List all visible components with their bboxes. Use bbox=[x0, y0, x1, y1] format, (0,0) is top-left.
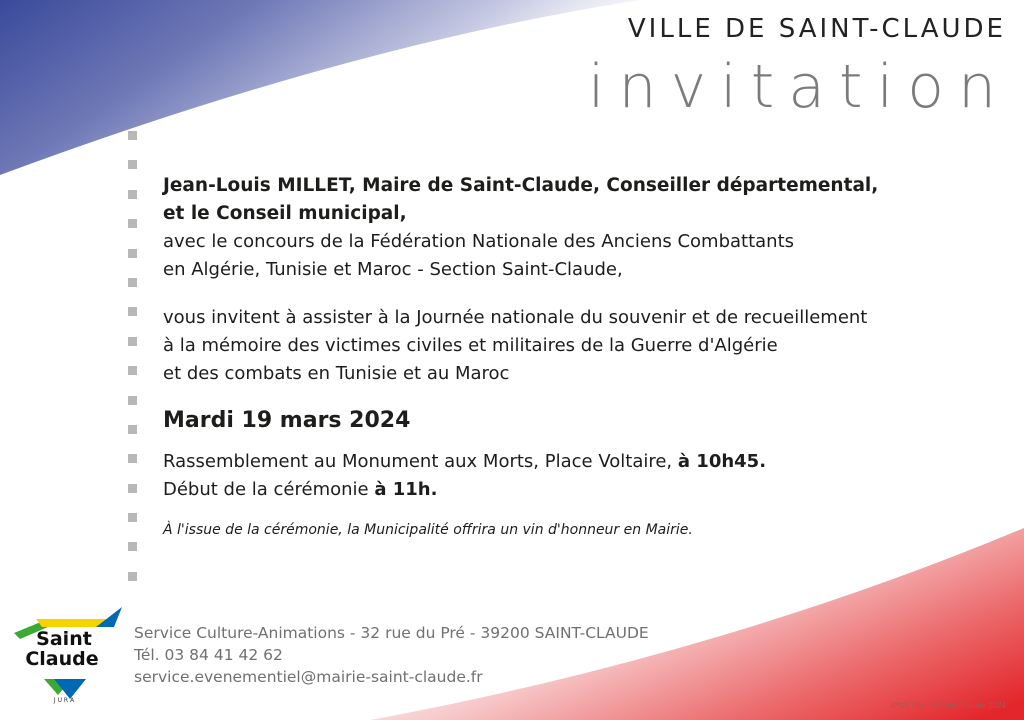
rassemblement-time: à 10h45. bbox=[677, 451, 767, 472]
invite-line-3: et des combats en Tunisie et au Maroc bbox=[163, 363, 510, 384]
bullet-square bbox=[128, 454, 137, 463]
invitation-title: invitation bbox=[587, 52, 1010, 122]
bullet-square bbox=[128, 513, 137, 522]
logo-text-claude: Claude bbox=[25, 648, 99, 670]
event-date: Mardi 19 mars 2024 bbox=[163, 408, 411, 433]
rassemblement-text: Rassemblement au Monument aux Morts, Place Voltaire, bbox=[163, 451, 678, 472]
rassemblement-line bbox=[163, 448, 1013, 476]
saint-claude-logo bbox=[14, 605, 126, 705]
debut-line bbox=[163, 476, 1013, 504]
bullet-square bbox=[128, 219, 137, 228]
bullet-square bbox=[128, 249, 137, 258]
bullet-square bbox=[128, 572, 137, 581]
bullet-square bbox=[128, 160, 137, 169]
bullet-square bbox=[128, 190, 137, 199]
bullet-square bbox=[128, 131, 137, 140]
concours-line-1: avec le concours de la Fédération Nationale des Anciens Combattants bbox=[163, 231, 795, 252]
invite-line-1: vous invitent à assister à la Journée nationale du souvenir et de recueillement bbox=[163, 307, 868, 328]
bullet-column bbox=[128, 131, 138, 601]
debut-time: à 11h. bbox=[374, 479, 438, 500]
bullet-square bbox=[128, 278, 137, 287]
bullet-square bbox=[128, 337, 137, 346]
bullet-square bbox=[128, 307, 137, 316]
debut-text: Début de la cérémonie bbox=[163, 479, 375, 500]
footer-email: service.evenementiel@mairie-saint-claude.fr bbox=[134, 668, 483, 686]
bullet-square bbox=[128, 484, 137, 493]
logo-text-saint: Saint bbox=[36, 628, 92, 650]
concours-line-2: en Algérie, Tunisie et Maroc - Section Saint-Claude, bbox=[163, 259, 623, 280]
bullet-square bbox=[128, 366, 137, 375]
city-name: VILLE DE SAINT-CLAUDE bbox=[627, 14, 1006, 44]
vin-honneur-note: À l'issue de la cérémonie, la Municipalité offrira un vin d'honneur en Mairie. bbox=[163, 522, 693, 538]
invitation-body bbox=[163, 172, 1013, 538]
bullet-square bbox=[128, 425, 137, 434]
invite-line-2: à la mémoire des victimes civiles et militaires de la Guerre d'Algérie bbox=[163, 335, 778, 356]
footer-address: Service Culture-Animations - 32 rue du Pré - 39200 SAINT-CLAUDE bbox=[134, 624, 649, 642]
host-line-2: et le Conseil municipal, bbox=[163, 203, 407, 224]
host-line-1: Jean-Louis MILLET, Maire de Saint-Claude, Conseiller départemental, bbox=[163, 175, 879, 196]
bullet-square bbox=[128, 542, 137, 551]
footer-phone: Tél. 03 84 41 42 62 bbox=[134, 646, 283, 664]
logo-text-jura: J U R A bbox=[53, 697, 75, 704]
footer-contact bbox=[134, 622, 649, 688]
ipns-imprint: IPNS Ville de Saint-Claude 2024 bbox=[890, 701, 1006, 710]
bullet-square bbox=[128, 396, 137, 405]
schedule bbox=[163, 448, 1013, 504]
